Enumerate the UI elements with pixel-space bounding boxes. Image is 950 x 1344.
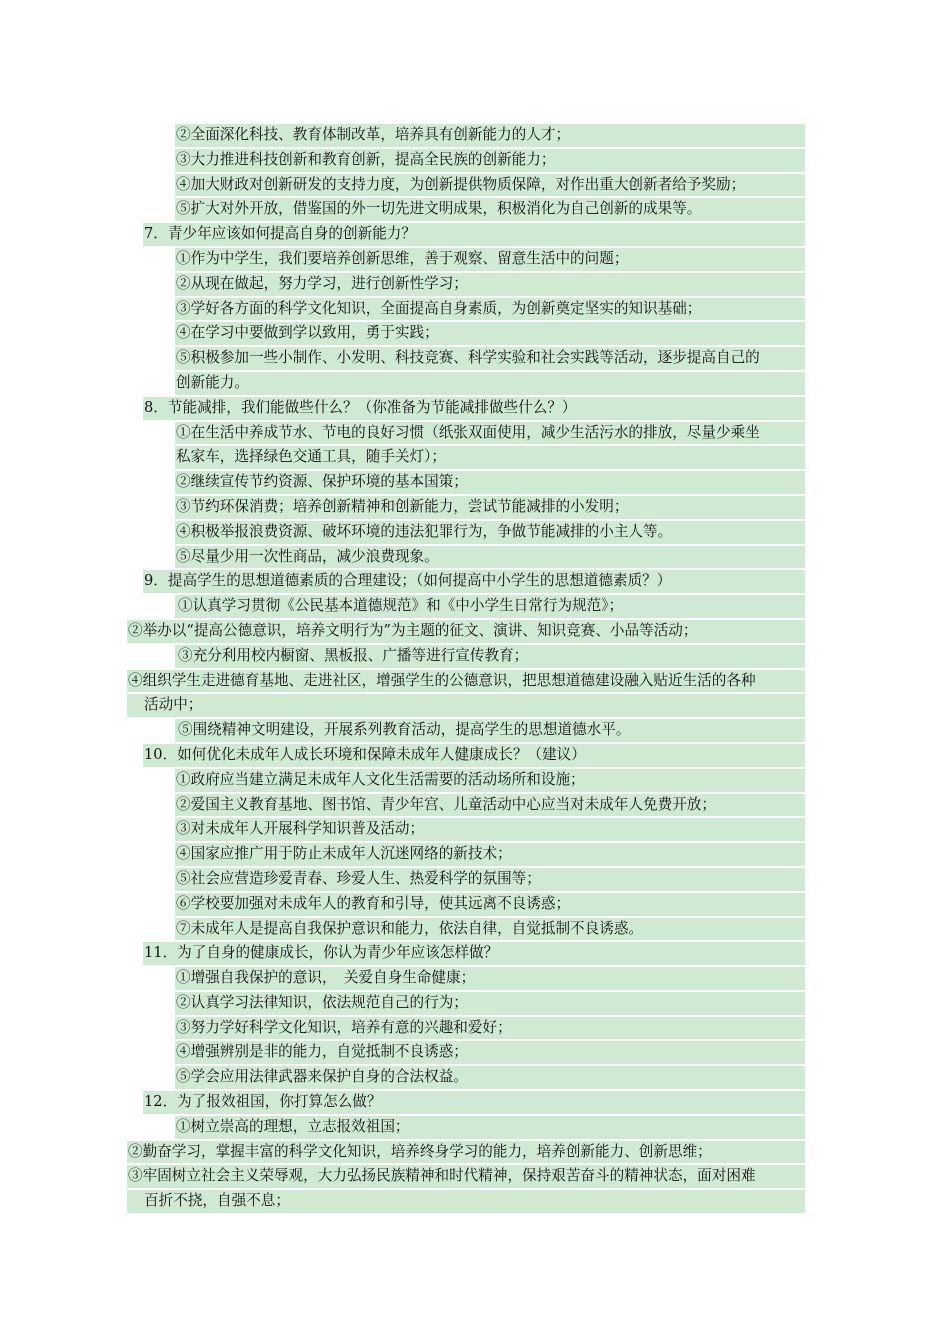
text-line xyxy=(0,693,950,718)
line-text: ⑦未成年人是提高自我保护意识和能力，依法自律，自觉抵制不良诱惑。 xyxy=(176,919,644,937)
line-text: ⑤学会应用法律武器来保护自身的合法权益。 xyxy=(176,1068,468,1086)
text-line xyxy=(0,247,950,272)
line-text: ②全面深化科技、教育体制改革，培养具有创新能力的人才； xyxy=(176,126,571,143)
text-line xyxy=(0,1164,950,1189)
line-text: ③牢固树立社会主义荣辱观，大力弘扬民族精神和时代精神，保持艰苦奋斗的精神状态，面对困难 xyxy=(128,1167,756,1185)
text-line xyxy=(0,421,950,446)
highlight-band xyxy=(127,694,805,717)
line-text: ⑥学校要加强对未成年人的教育和引导，使其远离不良诱惑； xyxy=(176,894,571,912)
document-body xyxy=(0,123,950,1214)
text-line xyxy=(0,966,950,991)
text-line xyxy=(0,396,950,421)
line-text: ⑤围绕精神文明建设，开展系列教育活动，提高学生的思想道德水平。 xyxy=(178,721,631,739)
text-line xyxy=(0,892,950,917)
highlight-band xyxy=(175,372,805,395)
line-text: ④在学习中要做到学以致用，勇于实践； xyxy=(176,324,439,342)
line-text: 百折不挠，自强不息； xyxy=(144,1192,290,1210)
text-line xyxy=(0,272,950,297)
text-line xyxy=(0,545,950,570)
text-line xyxy=(0,842,950,867)
text-line xyxy=(0,817,950,842)
line-text: 11．为了自身的健康成长，你认为青少年应该怎样做？ xyxy=(144,944,499,962)
line-text: ②举办以“提高公德意识，培养文明行为”为主题的征文、演讲、知识竞赛、小品等活动； xyxy=(128,621,698,639)
text-line xyxy=(0,495,950,520)
line-text: ⑤积极参加一些小制作、小发明、科技竞赛、科学实验和社会实践等活动，逐步提高自己的 xyxy=(176,349,760,367)
line-text: ①在生活中养成节水、节电的良好习惯（纸张双面使用，减少生活污水的排放，尽量少乘坐 xyxy=(176,423,760,441)
text-line xyxy=(0,1115,950,1140)
line-text: ②爱国主义教育基地、图书馆、青少年宫、儿童活动中心应当对未成年人免费开放； xyxy=(176,795,716,813)
text-line xyxy=(0,867,950,892)
line-text: ②勤奋学习，掌握丰富的科学文化知识，培养终身学习的能力，培养创新能力、创新思维； xyxy=(128,1142,712,1160)
text-line xyxy=(0,346,950,371)
line-text: ④加大财政对创新研发的支持力度，为创新提供物质保障，对作出重大创新者给予奖励； xyxy=(176,175,746,193)
text-line xyxy=(0,1065,950,1090)
text-line xyxy=(0,718,950,743)
text-line xyxy=(0,1090,950,1115)
text-line xyxy=(0,793,950,818)
line-text: ⑤社会应营造珍爱青春、珍爱人生、热爱科学的氛围等； xyxy=(176,869,541,887)
text-line xyxy=(0,1016,950,1041)
text-line xyxy=(0,594,950,619)
line-text: ⑤扩大对外开放，借鉴国的外一切先进文明成果，积极消化为自己创新的成果等。 xyxy=(176,200,702,218)
line-text: ④国家应推广用于防止未成年人沉迷网络的新技术； xyxy=(176,845,512,863)
line-text: ②从现在做起，努力学习，进行创新性学习； xyxy=(176,274,468,292)
text-line xyxy=(0,470,950,495)
line-text: ④增强辨别是非的能力，自觉抵制不良诱惑； xyxy=(176,1043,468,1061)
line-text: ②认真学习法律知识，依法规范自己的行为； xyxy=(176,993,468,1011)
line-text: ③大力推进科技创新和教育创新，提高全民族的创新能力； xyxy=(176,150,556,168)
line-text: 活动中； xyxy=(144,696,203,714)
text-line xyxy=(0,148,950,173)
text-line xyxy=(0,743,950,768)
line-text: ③节约环保消费；培养创新精神和创新能力，尝试节能减排的小发明； xyxy=(176,497,629,515)
line-text: ①增强自我保护的意识， 关爱自身生命健康； xyxy=(176,969,476,987)
text-line xyxy=(0,197,950,222)
line-text: ①认真学习贯彻《公民基本道德规范》和《中小学生日常行为规范》； xyxy=(178,597,624,615)
text-line xyxy=(0,371,950,396)
text-line xyxy=(0,123,950,148)
text-line xyxy=(0,1140,950,1165)
line-text: 10．如何优化未成年人成长环境和保障未成年人健康成长？（建议） xyxy=(144,745,586,763)
line-text: ③对未成年人开展科学知识普及活动； xyxy=(176,820,425,838)
text-line xyxy=(0,569,950,594)
line-text: 创新能力。 xyxy=(176,373,249,391)
line-text: ①作为中学生，我们要培养创新思维，善于观察、留意生活中的问题； xyxy=(176,249,629,267)
line-text: ①树立崇高的理想，立志报效祖国； xyxy=(176,1117,410,1135)
text-line xyxy=(0,669,950,694)
text-line xyxy=(0,173,950,198)
line-text: 8．节能减排，我们能做些什么？（你准备为节能减排做些什么？） xyxy=(144,398,577,416)
line-text: 7．青少年应该如何提高自身的创新能力？ xyxy=(144,225,416,243)
line-text: ③学好各方面的科学文化知识，全面提高自身素质，为创新奠定坚实的知识基础； xyxy=(176,299,702,317)
text-line xyxy=(0,644,950,669)
text-line xyxy=(0,520,950,545)
line-text: 12．为了报效祖国，你打算怎么做？ xyxy=(144,1093,382,1111)
line-text: 9．提高学生的思想道德素质的合理建设；（如何提高中小学生的思想道德素质？） xyxy=(144,572,672,590)
text-line xyxy=(0,321,950,346)
line-text: ④积极举报浪费资源、破坏环境的违法犯罪行为，争做节能减排的小主人等。 xyxy=(176,522,673,540)
line-text: ③充分利用校内橱窗、黑板报、广播等进行宣传教育； xyxy=(178,646,529,664)
text-line xyxy=(0,1040,950,1065)
text-line xyxy=(0,941,950,966)
line-text: ④组织学生走进德育基地、走进社区，增强学生的公德意识，把思想道德建设融入贴近生活的各种 xyxy=(128,671,756,689)
text-line xyxy=(0,768,950,793)
text-line xyxy=(0,917,950,942)
line-text: ②继续宣传节约资源、保护环境的基本国策； xyxy=(176,473,468,491)
text-line xyxy=(0,445,950,470)
text-line xyxy=(0,619,950,644)
text-line xyxy=(0,222,950,247)
line-text: ⑤尽量少用一次性商品，减少浪费现象。 xyxy=(176,547,439,565)
line-text: 私家车，选择绿色交通工具，随手关灯）； xyxy=(176,448,446,466)
text-line xyxy=(0,297,950,322)
line-text: ③努力学好科学文化知识，培养有意的兴趣和爱好； xyxy=(176,1018,512,1036)
text-line xyxy=(0,1189,950,1214)
line-text: ①政府应当建立满足未成年人文化生活需要的活动场所和设施； xyxy=(176,770,585,788)
text-line xyxy=(0,991,950,1016)
